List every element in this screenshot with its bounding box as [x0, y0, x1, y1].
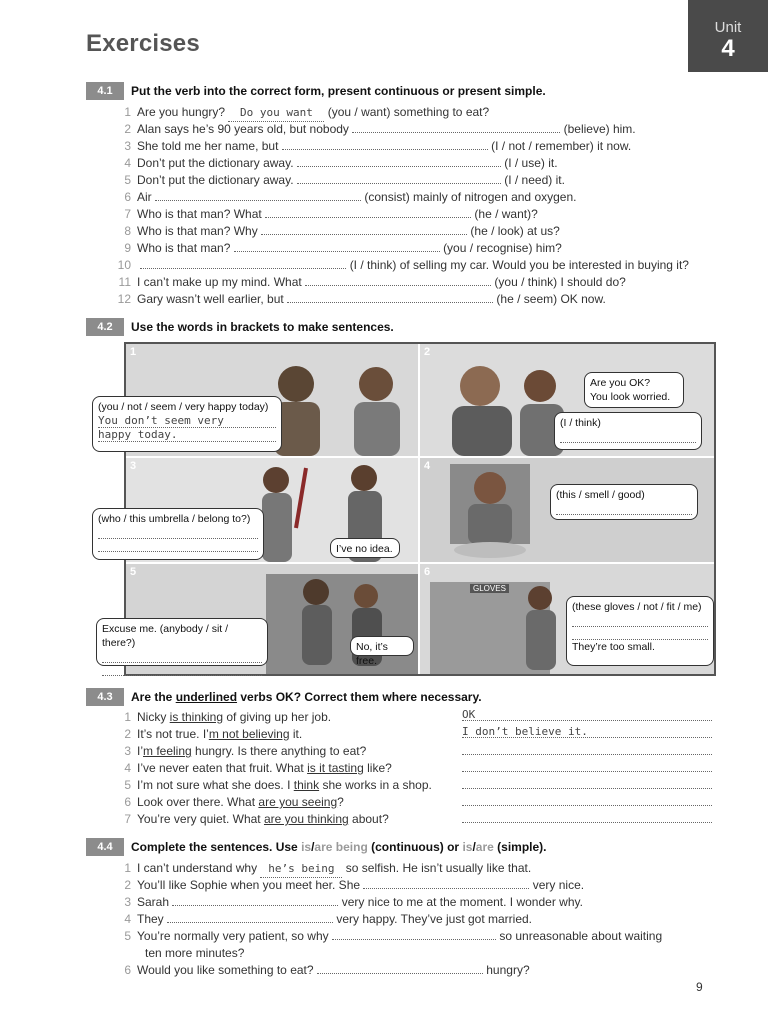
speech-bubble-panel-2-bottom — [554, 412, 702, 450]
bubble-prompt: (these gloves / not / fit / me) — [572, 601, 702, 613]
panel-number: 3 — [130, 460, 137, 472]
item-text: (I / not / remember) it now. — [491, 139, 632, 153]
speech-bubble-panel-6 — [566, 596, 714, 666]
unit-number: 4 — [721, 35, 735, 62]
item-text: I can’t make up my mind. What — [137, 275, 302, 289]
item-text: (consist) mainly of nitrogen and oxygen. — [364, 190, 577, 204]
answer-field[interactable] — [234, 241, 440, 252]
answer-field[interactable] — [317, 963, 483, 974]
answer-field[interactable] — [462, 742, 712, 755]
ex43-item: 2 It’s not true. I’m not believing it. — [124, 727, 303, 741]
exercise-instruction-4-2: Use the words in brackets to make sentences. — [131, 320, 394, 334]
item-text: (he / look) at us? — [470, 224, 560, 238]
bubble-text: Are you OK? — [590, 377, 651, 389]
answer-field[interactable] — [265, 207, 471, 218]
page-title: Exercises — [86, 30, 200, 57]
speech-bubble-panel-1 — [92, 396, 282, 452]
unit-label: Unit — [714, 19, 742, 36]
ex44-item: 2 You’ll like Sophie when you meet her. She very nice. — [124, 878, 585, 892]
item-text: Alan says he’s 90 years old, but nobody — [137, 122, 349, 136]
ex43-item: 4 I’ve never eaten that fruit. What is it tasting like? — [124, 761, 392, 775]
item-text: Don’t put the dictionary away. — [137, 156, 294, 170]
answer-field[interactable] — [332, 929, 496, 940]
answer-field[interactable] — [462, 759, 712, 772]
answer-field[interactable]: I don’t believe it. — [462, 725, 712, 738]
exercise-badge-4-1: 4.1 — [86, 82, 124, 100]
ex41-item: 9 Who is that man? (you / recognise) him? — [124, 241, 562, 255]
ex43-item: 5 I’m not sure what she does. I think she works in a shop. — [124, 778, 432, 792]
exercise-instruction-4-4: Complete the sentences. Use is/are being (continuous) or is/are (simple). — [131, 840, 547, 854]
panel-number: 4 — [424, 460, 431, 472]
item-text: Who is that man? What — [137, 207, 262, 221]
item-text: (you / want) something to eat? — [327, 105, 490, 119]
item-text: (I / need) it. — [504, 173, 565, 187]
item-text: Who is that man? — [137, 241, 231, 255]
answer-field[interactable] — [98, 526, 258, 539]
answer-field[interactable] — [462, 776, 712, 789]
answer-field[interactable] — [572, 614, 708, 627]
exercise-badge-4-4: 4.4 — [86, 838, 124, 856]
ex41-item: 11 I can’t make up my mind. What (you / think) I should do? — [118, 275, 626, 289]
answer-field[interactable]: he’s being — [260, 861, 342, 878]
answer-field[interactable] — [172, 895, 338, 906]
answer-field[interactable] — [167, 912, 333, 923]
speech-bubble-panel-5-reply — [350, 636, 414, 667]
answer-field[interactable]: OK — [462, 708, 712, 721]
bubble-prompt: (this / smell / good) — [556, 489, 645, 501]
panel-number: 6 — [424, 566, 431, 578]
item-text: (believe) him. — [563, 122, 636, 136]
answer-field[interactable] — [560, 430, 696, 443]
ex41-item: 5 Don’t put the dictionary away. (I / need) it. — [124, 173, 565, 187]
answer-field[interactable] — [282, 139, 488, 150]
item-text: Don’t put the dictionary away. — [137, 173, 294, 187]
page-number: 9 — [696, 980, 703, 994]
bubble-prompt: Excuse me. (anybody / sit / there?) — [102, 623, 229, 649]
answer-field[interactable] — [556, 502, 692, 515]
ex44-item-continuation: ten more minutes? — [145, 946, 245, 960]
speech-bubble-panel-2-top — [584, 372, 684, 408]
picture-grid — [98, 342, 716, 676]
answer-field[interactable]: You don’t seem very — [98, 414, 276, 428]
item-text: (I / use) it. — [504, 156, 558, 170]
answer-field[interactable]: Do you want — [228, 105, 324, 122]
ex41-item: 1 Are you hungry? Do you want (you / want) something to eat? — [117, 104, 489, 122]
answer-field[interactable] — [462, 810, 712, 823]
answer-field[interactable] — [287, 292, 493, 303]
item-text: (he / want)? — [474, 207, 538, 221]
ex44-item: 3 Sarah very nice to me at the moment. I wonder why. — [124, 895, 583, 909]
speech-bubble-panel-5 — [96, 618, 268, 666]
answer-field[interactable] — [98, 539, 258, 552]
bubble-text: I’ve no idea. — [336, 543, 393, 555]
answer-field[interactable] — [261, 224, 467, 235]
panel-number: 1 — [130, 346, 137, 358]
ex41-item: 6 Air (consist) mainly of nitrogen and oxygen. — [124, 190, 577, 204]
speech-bubble-panel-3 — [92, 508, 264, 560]
ex41-item: 10 (I / think) of selling my car. Would you be interested in buying it? — [117, 258, 689, 272]
exercise-instruction-4-3: Are the underlined verbs OK? Correct them where necessary. — [131, 690, 482, 704]
bubble-prompt: (I / think) — [560, 417, 601, 429]
speech-bubble-panel-3-reply — [330, 538, 400, 558]
ex41-item: 8 Who is that man? Why (he / look) at us? — [124, 224, 560, 238]
bubble-prompt: (you / not / seem / very happy today) — [98, 401, 269, 413]
exercise-badge-4-3: 4.3 — [86, 688, 124, 706]
ex44-item: 5 You’re normally very patient, so why so unreasonable about waiting — [124, 929, 663, 943]
answer-field[interactable] — [102, 663, 262, 676]
answer-field[interactable] — [352, 122, 560, 133]
shop-sign: GLOVES — [470, 584, 509, 593]
exercise-instruction-4-1: Put the verb into the correct form, present continuous or present simple. — [131, 84, 546, 98]
exercise-badge-4-2: 4.2 — [86, 318, 124, 336]
answer-field[interactable] — [155, 190, 361, 201]
bubble-text: You look worried. — [590, 391, 671, 403]
answer-field[interactable] — [305, 275, 491, 286]
ex43-item: 3 I’m feeling hungry. Is there anything to eat? — [124, 744, 367, 758]
answer-field[interactable] — [462, 793, 712, 806]
item-text: (you / recognise) him? — [443, 241, 562, 255]
ex44-item: 4 They very happy. They’ve just got married. — [124, 912, 533, 926]
answer-field[interactable] — [297, 173, 501, 184]
answer-field[interactable] — [140, 258, 346, 269]
ex41-item: 12 Gary wasn’t well earlier, but (he / seem) OK now. — [117, 292, 606, 306]
item-text: (I / think) of selling my car. Would you be interested in buying it? — [349, 258, 689, 272]
ex43-item: 1 Nicky is thinking of giving up her job. — [124, 710, 332, 724]
speech-bubble-panel-4 — [550, 484, 698, 520]
item-text: (he / seem) OK now. — [496, 292, 606, 306]
item-text: Are you hungry? — [137, 105, 226, 119]
ex44-item: 1 I can’t understand why he’s being so selfish. He isn’t usually like that. — [117, 860, 531, 878]
item-text: Who is that man? Why — [137, 224, 258, 238]
bubble-text: No, it’s free. — [356, 641, 388, 667]
ex43-item: 6 Look over there. What are you seeing? — [124, 795, 344, 809]
item-text: Gary wasn’t well earlier, but — [137, 292, 284, 306]
answer-field[interactable] — [363, 878, 529, 889]
answer-field[interactable]: happy today. — [98, 428, 276, 442]
answer-field[interactable] — [102, 650, 262, 663]
item-text: Air — [137, 190, 152, 204]
item-text: (you / think) I should do? — [494, 275, 626, 289]
ex41-item: 4 Don’t put the dictionary away. (I / use) it. — [124, 156, 558, 170]
item-text: She told me her name, but — [137, 139, 279, 153]
ex41-item: 7 Who is that man? What (he / want)? — [124, 207, 538, 221]
answer-field[interactable] — [572, 627, 708, 640]
ex41-item: 3 She told me her name, but (I / not / remember) it now. — [124, 139, 632, 153]
panel-number: 2 — [424, 346, 431, 358]
ex41-item: 2 Alan says he’s 90 years old, but nobody (believe) him. — [124, 122, 636, 136]
ex43-item: 7 You’re very quiet. What are you thinking about? — [124, 812, 389, 826]
unit-tab — [688, 0, 768, 72]
answer-field[interactable] — [297, 156, 501, 167]
bubble-prompt: (who / this umbrella / belong to?) — [98, 513, 251, 525]
panel-number: 5 — [130, 566, 137, 578]
ex44-item: 6 Would you like something to eat? hungry? — [124, 963, 530, 977]
bubble-text: They’re too small. — [572, 641, 655, 653]
